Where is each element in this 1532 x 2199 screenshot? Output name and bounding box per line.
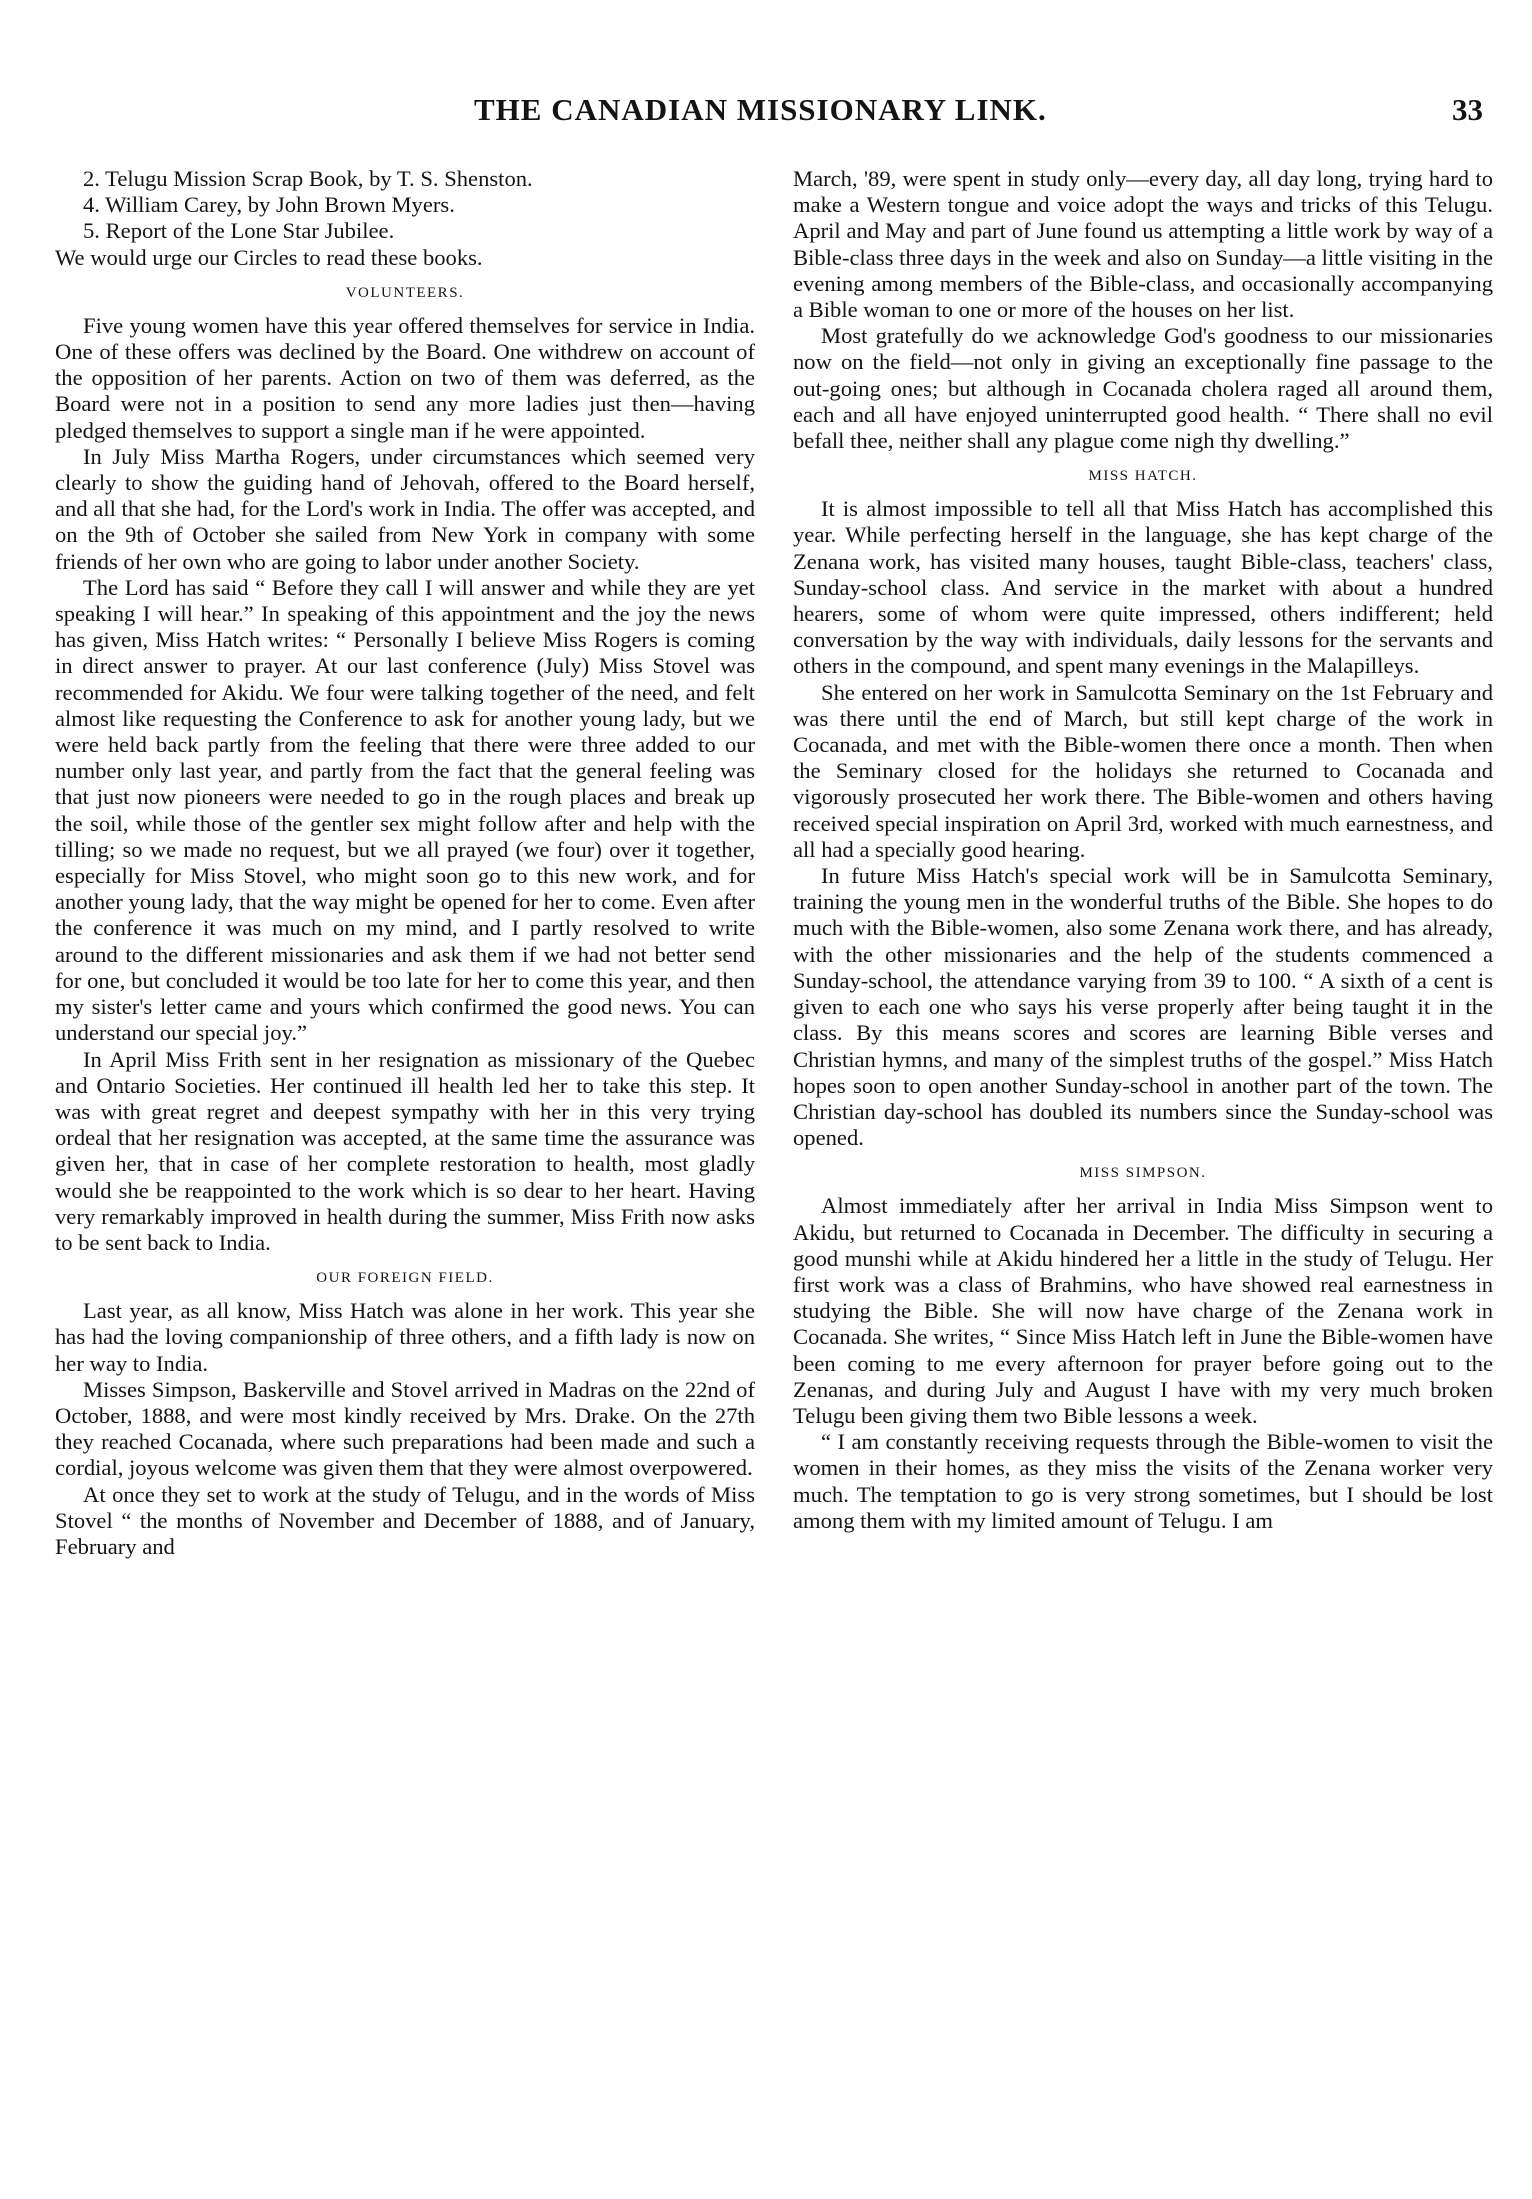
paragraph: Five young women have this year offered themselves for service in India. One of these offers was declined by the Board. One withdrew on account of the opposition of her parents. Action on two of them was deferred, as the Board were not in a position to send any more ladies just then—having pledged themselves to support a single man if he were appointed. (55, 312, 755, 443)
paragraph: Almost immediately after her arrival in India Miss Simpson went to Akidu, but returned to Cocanada in December. The difficulty in securing a good munshi while at Akidu hindered her a little in the study of Telugu. Her first work was a class of Brahmins, who have showed real earnestness in studying the Bible. She will now have charge of the Zenana work in Cocanada. She writes, “ Since Miss Hatch left in June the Bible-women have been coming to me every afternoon for prayer before going out to the Zenanas, and during July and August I have with my very much broken Telugu been giving them two Bible lessons a week. (793, 1193, 1493, 1428)
right-column (793, 166, 1493, 1534)
paragraph: In April Miss Frith sent in her resignation as missionary of the Quebec and Ontario Societies. Her continued ill health led her to take this step. It was with great regret and deepest sympathy with her in this very trying ordeal that her resignation was accepted, at the same time the assurance was given her, that in case of her complete restoration to health, most gladly would she be reappointed to the work which is so dear to her heart. Having very remarkably improved in health during the summer, Miss Frith now asks to be sent back to India. (55, 1046, 755, 1255)
paragraph: The Lord has said “ Before they call I will answer and while they are yet speaking I will hear.” In speaking of this appointment and the joy the news has given, Miss Hatch writes: “ Personally I believe Miss Rogers is coming in direct answer to prayer. At our last conference (July) Miss Stovel was recommended for Akidu. We four were talking together of the need, and felt almost like requesting the Conference to ask for another young lady, but we were held back partly from the feeling that there were three added to our number only last year, and partly from the fact that the general feeling was that just now pioneers were needed to go in the rough places and break up the soil, while those of the gentler sex might follow after and help with the tilling; so we made no request, but we all prayed (we four) over it together, especially for Miss Stovel, who might soon go to this new work, and for another young lady, that the way might be opened for her to come. Even after the conference it was much on my mind, and I partly resolved to write around to the different missionaries and ask them if we had not better send for one, but concluded it would be too late for her to come this year, and then my sister's letter came and yours which confirmed the good news. You can understand our special joy.” (55, 574, 755, 1046)
book-list-item: 2. Telugu Mission Scrap Book, by T. S. Shenston. (83, 166, 533, 191)
paragraph: In future Miss Hatch's special work will be in Samulcotta Seminary, training the young men in the wonderful truths of the Bible. She hopes to do much with the Bible-women, also some Zenana work there, and has already, with the other missionaries and the help of the students commenced a Sunday-school, the attendance varying from 39 to 100. “ A sixth of a cent is given to each one who says his verse properly after being taught it in the class. By this means scores and scores are learning Bible verses and Christian hymns, and many of the simplest truths of the gospel.” Miss Hatch hopes soon to open another Sunday-school in another part of the town. The Christian day-school has doubled its numbers since the Sunday-school was opened. (793, 863, 1493, 1151)
paragraph: In July Miss Martha Rogers, under circumstances which seemed very clearly to show the guiding hand of Jehovah, offered to the Board herself, and all that she had, for the Lord's work in India. The offer was accepted, and on the 9th of October she sailed from New York in company with some friends of her own who are going to labor under another Society. (55, 443, 755, 574)
section-heading-volunteers: VOLUNTEERS. (345, 284, 465, 301)
paragraph: Most gratefully do we acknowledge God's goodness to our missionaries now on the field—not only in giving an exceptionally fine passage to the out-going ones; but although in Cocanada cholera raged all around them, each and all have enjoyed uninterrupted good health. “ There shall no evil befall thee, neither shall any plague come nigh thy dwelling.” (793, 323, 1493, 454)
paragraph: Last year, as all know, Miss Hatch was alone in her work. This year she has had the loving companionship of three others, and a fifth lady is now on her way to India. (55, 1298, 755, 1376)
section-heading-miss-simpson: MISS SIMPSON. (1079, 1165, 1207, 1182)
book-list-note: We would urge our Circles to read these books. (55, 244, 483, 270)
section-heading-foreign-field: OUR FOREIGN FIELD. (316, 1270, 494, 1287)
page-number: 33 (1452, 92, 1483, 127)
book-list-item: 4. William Carey, by John Brown Myers. (83, 192, 455, 218)
paragraph: March, '89, were spent in study only—every day, all day long, trying hard to make a Western tongue and voice adopt the ways and tricks of this Telugu. April and May and part of June found us attempting a little work by way of a Bible-class three days in the week and also on Sunday—a little visiting in the evening among members of the Bible-class, and occasionally accompanying a Bible woman to one or more of the houses on her list. (793, 166, 1493, 323)
paragraph: At once they set to work at the study of Telugu, and in the words of Miss Stovel “ the months of November and December of 1888, and of January, February and (55, 1481, 755, 1559)
paragraph: She entered on her work in Samulcotta Seminary on the 1st February and was there until the end of March, but still kept charge of the work in Cocanada, and met with the Bible-women there once a month. Then when the Seminary closed for the holidays she returned to Cocanada and vigorously prosecuted her work there. The Bible-women and others having received special inspiration on April 3rd, worked with much earnestness, and all had a specially good hearing. (793, 679, 1493, 862)
left-column (55, 166, 755, 1560)
book-list-item: 5. Report of the Lone Star Jubilee. (83, 218, 395, 244)
running-head (0, 92, 1532, 132)
paragraph: “ I am constantly receiving requests through the Bible-women to visit the women in their homes, as they miss the visits of the Zenana worker very much. The temptation to go is very strong sometimes, but I should be lost among them with my limited amount of Telugu. I am (793, 1429, 1493, 1533)
paragraph: It is almost impossible to tell all that Miss Hatch has accomplished this year. While perfecting herself in the language, she has kept charge of the Zenana work, has visited many houses, taught Bible-class, teachers' class, Sunday-school class. And service in the market with about a hundred hearers, some of whom were quite impressed, others indifferent; held conversation by the way with individuals, daily lessons for the servants and others in the compound, and spent many evenings in the Malapilleys. (793, 496, 1493, 679)
paragraph: Misses Simpson, Baskerville and Stovel arrived in Madras on the 22nd of October, 1888, and were most kindly received by Mrs. Drake. On the 27th they reached Cocanada, where such preparations had been made and such a cordial, joyous welcome was given them that they were almost overpowered. (55, 1376, 755, 1481)
section-heading-miss-hatch: MISS HATCH. (1088, 468, 1198, 485)
page-title: THE CANADIAN MISSIONARY LINK. (474, 92, 1047, 127)
